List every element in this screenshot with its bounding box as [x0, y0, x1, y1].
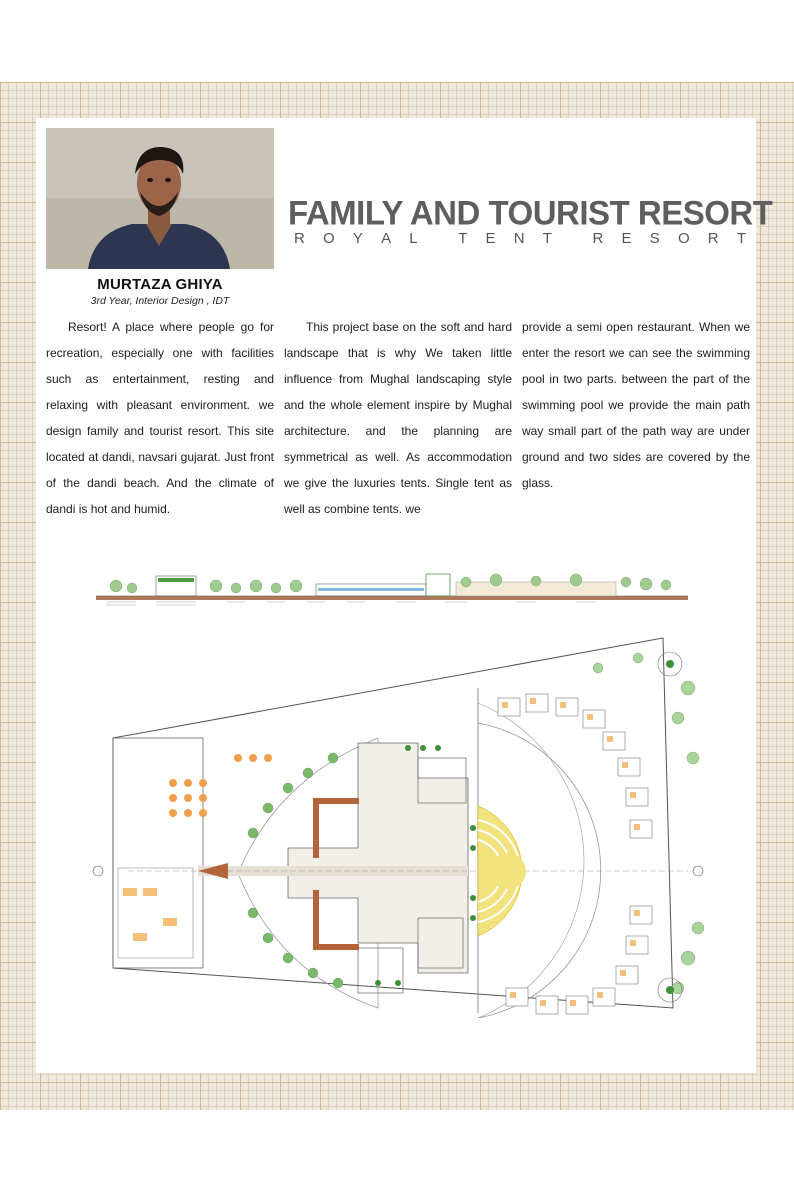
subtitle-letter: O	[677, 230, 690, 247]
page-sheet	[36, 118, 773, 1073]
subtitle-letter: S	[649, 230, 660, 247]
subtitle-letter	[436, 230, 440, 247]
body-column-2: This project base on the soft and hard landscape that is why We taken little influence from Mughal landscaping style and the whole element inspire by Mughal architecture. and the planning are symmetrical as well. As accommodation we give the luxuries tents. Single tent as well as combine tents. we	[284, 320, 512, 516]
subtitle-letter: A	[381, 230, 392, 247]
subtitle-letter: T	[458, 230, 468, 247]
subtitle-letter: R	[592, 230, 604, 247]
subtitle-letter: E	[621, 230, 632, 247]
author-role: 3rd Year, Interior Design , IDT	[90, 295, 230, 307]
subtitle-letter: Y	[352, 230, 363, 247]
subtitle-letter	[570, 230, 574, 247]
subtitle-letter: T	[736, 230, 746, 247]
author-photo	[46, 128, 274, 269]
subtitle-letter: N	[513, 230, 525, 247]
body-column-3: provide a semi open restaurant. When we enter the resort we can see the swimming pool in two parts. between the part of the swimming pool we provide the main path way small part of the path way are under ground and two sides are covered by the glass.	[522, 320, 750, 490]
site-section-drawing	[96, 570, 688, 610]
author-name: MURTAZA GHIYA	[97, 276, 223, 293]
page-title: FAMILY AND TOURIST RESORT	[288, 193, 773, 232]
subtitle-letter: R	[294, 230, 305, 247]
body-column-1: Resort! A place where people go for recreation, especially one with facilities such as entertainment, resting and relaxing with pleasant environment. we design family and tourist resort. This site located at dandi, navsari gujarat. Just front of the dandi beach. And the climate of dandi is hot and humid.	[46, 320, 274, 516]
page-subtitle	[294, 230, 746, 247]
subtitle-letter: R	[707, 230, 719, 247]
site-plan-drawing	[78, 628, 718, 1018]
subtitle-letter: O	[323, 230, 335, 247]
portrait-illustration	[46, 128, 274, 269]
subtitle-letter: E	[485, 230, 496, 247]
subtitle-letter: T	[542, 230, 552, 247]
subtitle-letter: L	[409, 230, 418, 247]
